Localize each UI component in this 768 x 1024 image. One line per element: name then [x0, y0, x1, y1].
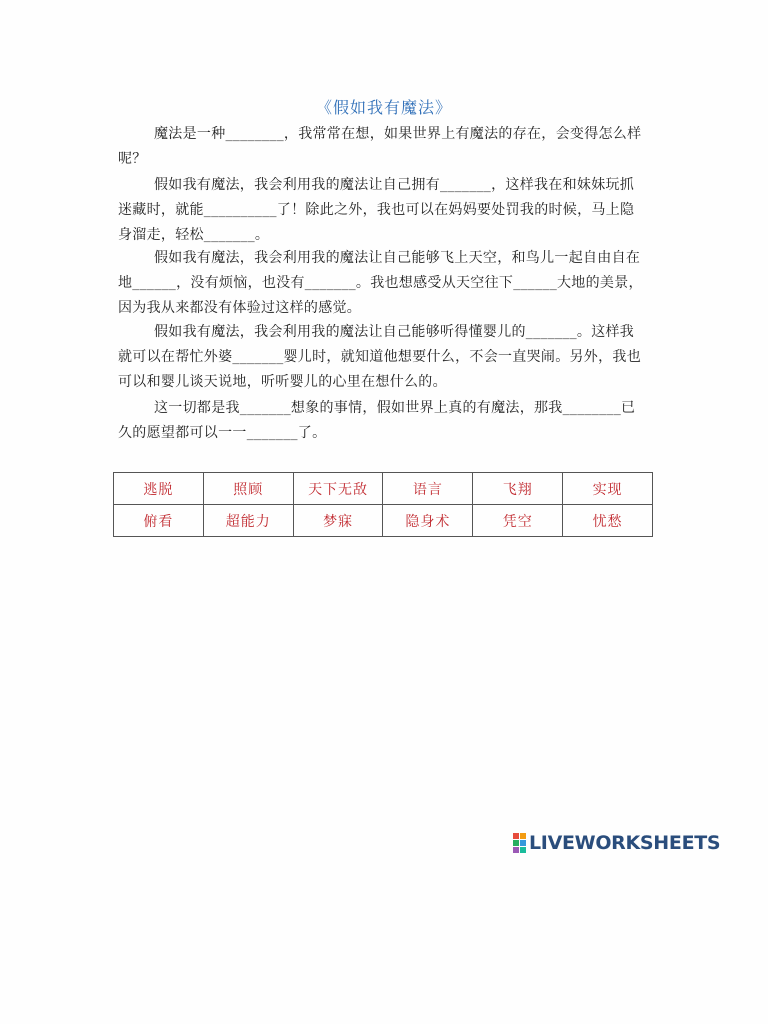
- logo-square: [513, 847, 519, 853]
- word-bank-cell: 飞翔: [473, 473, 563, 505]
- paragraph-3: 假如我有魔法，我会利用我的魔法让自己能够飞上天空，和鸟儿一起自由自在地______，没有烦恼，也没有_______。我也想感受从天空往下______大地的美景，因为我从来都没有体验过这样的感觉。: [118, 250, 643, 316]
- logo-square: [520, 840, 526, 846]
- word-bank-cell: 俯看: [114, 505, 204, 537]
- liveworksheets-logo-icon: [513, 833, 526, 853]
- paragraph-1: 魔法是一种________，我常常在想，如果世界上有魔法的存在，会变得怎么样呢？: [118, 126, 642, 167]
- word-bank-cell: 语言: [383, 473, 473, 505]
- logo-square: [513, 840, 519, 846]
- word-bank-row: [114, 505, 653, 537]
- paragraph-5: 这一切都是我_______想象的事情，假如世界上真的有魔法，那我________已久的愿望都可以一一_______了。: [118, 400, 636, 441]
- word-bank-row: [114, 473, 653, 505]
- word-bank-cell: 逃脱: [114, 473, 204, 505]
- word-bank-cell: 忧愁: [563, 505, 653, 537]
- liveworksheets-logo: [513, 830, 720, 856]
- word-bank-cell: 隐身术: [383, 505, 473, 537]
- logo-square: [520, 847, 526, 853]
- paragraph-2: 假如我有魔法，我会利用我的魔法让自己拥有_______，这样我在和妹妹玩抓迷藏时，就能__________了！除此之外，我也可以在妈妈要处罚我的时候，马上隐身溜走，轻松_______。: [118, 177, 635, 243]
- paragraph-4: 假如我有魔法，我会利用我的魔法让自己能够听得懂婴儿的_______。这样我就可以在帮忙外婆_______婴儿时，就知道他想要什么，不会一直哭闹。另外，我也可以和婴儿谈天说地，听听婴儿的心里在想什么的。: [118, 324, 641, 390]
- word-bank-cell: 照顾: [203, 473, 293, 505]
- logo-square: [520, 833, 526, 839]
- worksheet-title: 《假如我有魔法》: [315, 98, 452, 117]
- word-bank-table: [113, 472, 653, 537]
- word-bank-cell: 超能力: [203, 505, 293, 537]
- word-bank-cell: 凭空: [473, 505, 563, 537]
- logo-text: LIVEWORKSHEETS: [529, 832, 721, 854]
- word-bank-cell: 梦寐: [293, 505, 383, 537]
- logo-square: [513, 833, 519, 839]
- word-bank-cell: 实现: [563, 473, 653, 505]
- word-bank-cell: 天下无敌: [293, 473, 383, 505]
